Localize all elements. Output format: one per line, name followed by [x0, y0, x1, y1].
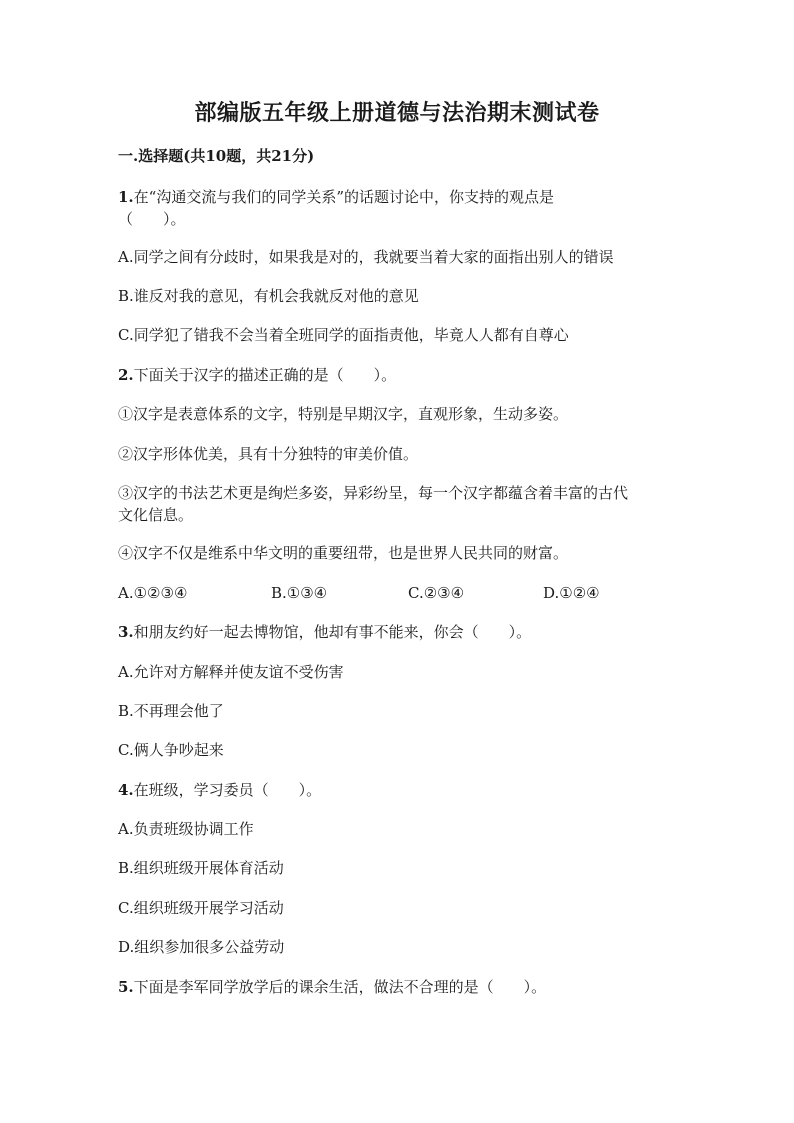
- question-text: 在班级，学习委员（ ）。: [133, 781, 322, 799]
- question-2-statement-3-continued: 文化信息。: [118, 506, 194, 524]
- question-2-option-c: C.②③④: [408, 584, 465, 602]
- question-2-option-b: B.①③④: [271, 584, 328, 602]
- question-4-option-d: D.组织参加很多公益劳动: [118, 938, 285, 956]
- question-2-statement-1: ①汉字是表意体系的文字，特别是早期汉字，直观形象，生动多姿。: [118, 405, 569, 423]
- question-1-option-a: A.同学之间有分歧时，如果我是对的，我就要当着大家的面指出别人的错误: [118, 248, 614, 266]
- question-4-option-a: A.负责班级协调工作: [118, 820, 254, 838]
- question-3-option-b: B.不再理会他了: [118, 702, 224, 720]
- question-4-option-c: C.组织班级开展学习活动: [118, 899, 284, 917]
- question-1-option-c: C.同学犯了错我不会当着全班同学的面指责他，毕竟人人都有自尊心: [118, 326, 569, 344]
- question-4-option-b: B.组织班级开展体育活动: [118, 859, 284, 877]
- question-text: 和朋友约好一起去博物馆，他却有事不能来，你会（ ）。: [133, 623, 532, 641]
- question-text: 下面关于汉字的描述正确的是（ ）。: [133, 366, 397, 384]
- question-3-stem: [118, 621, 678, 643]
- question-2-statement-4: ④汉字不仅是维系中华文明的重要纽带，也是世界人民共同的财富。: [118, 544, 569, 562]
- question-2-statement-3: ③汉字的书法艺术更是绚烂多姿，异彩纷呈，每一个汉字都蕴含着丰富的古代: [118, 484, 629, 502]
- question-2-option-d: D.①②④: [543, 584, 600, 602]
- question-5-stem: [118, 976, 678, 998]
- question-number: 4.: [118, 781, 134, 799]
- question-1-option-b: B.谁反对我的意见，有机会我就反对他的意见: [118, 287, 419, 305]
- question-2-stem: [118, 364, 678, 386]
- question-1-stem: [118, 186, 678, 208]
- question-number: 1.: [118, 188, 134, 206]
- question-2-option-a: A.①②③④: [118, 584, 188, 602]
- question-text: 在“沟通交流与我们的同学关系”的话题讨论中，你支持的观点是: [133, 188, 555, 206]
- question-4-stem: [118, 779, 678, 801]
- question-2-statement-2: ②汉字形体优美，具有十分独特的审美价值。: [118, 445, 419, 463]
- question-3-option-c: C.俩人争吵起来: [118, 741, 224, 759]
- question-number: 3.: [118, 623, 134, 641]
- question-number: 5.: [118, 978, 134, 996]
- question-text: 下面是李军同学放学后的课余生活，做法不合理的是（ ）。: [133, 978, 547, 996]
- question-1-stem-continued: （ ）。: [118, 210, 186, 228]
- question-3-option-a: A.允许对方解释并使友谊不受伤害: [118, 663, 344, 681]
- question-number: 2.: [118, 366, 134, 384]
- section-heading: 一.选择题(共10题，共21分): [118, 147, 315, 165]
- exam-title: 部编版五年级上册道德与法治期末测试卷: [194, 100, 600, 126]
